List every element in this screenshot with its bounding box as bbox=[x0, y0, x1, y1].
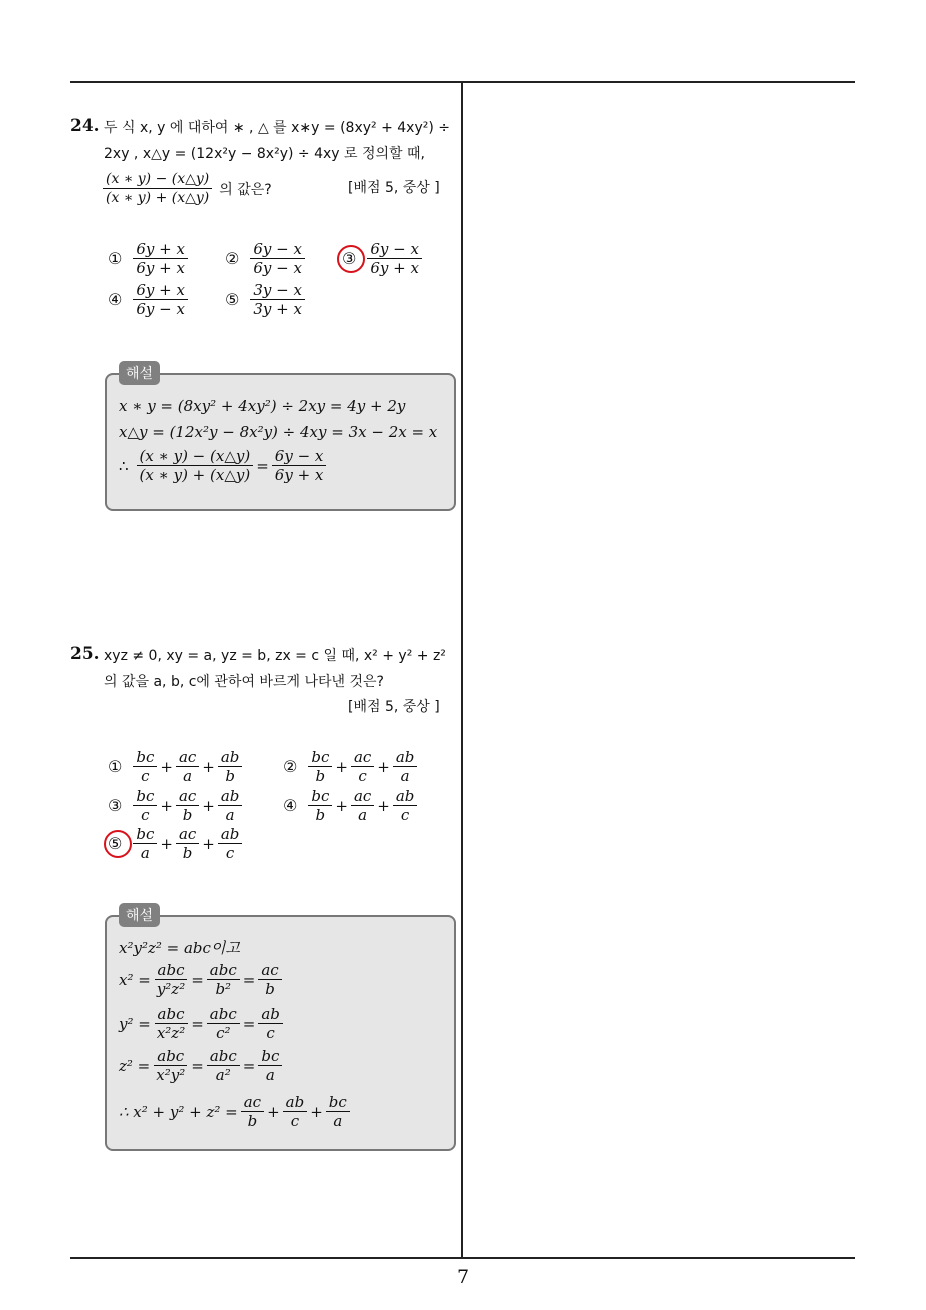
option-mark: ③ bbox=[342, 249, 357, 268]
question-expression bbox=[100, 170, 272, 207]
fraction-denominator: 6y + x bbox=[274, 466, 324, 484]
equals-sign: = bbox=[256, 456, 269, 475]
solution-final-line bbox=[119, 1093, 353, 1130]
question-ask: 의 값은? bbox=[219, 181, 272, 198]
option-mark: ⑤ bbox=[108, 834, 123, 853]
option-mark: ① bbox=[108, 249, 123, 268]
fraction-denominator: a bbox=[333, 1112, 343, 1130]
question-text-line2: 의 값을 a, b, c에 관하여 바르게 나타낸 것은? bbox=[104, 674, 384, 690]
fraction-denominator: x²y² bbox=[156, 1066, 186, 1084]
option-numerator: 6y − x bbox=[367, 240, 422, 259]
equation-lhs: y² = bbox=[119, 1014, 151, 1033]
option-4[interactable] bbox=[283, 787, 420, 824]
term-denominator: c bbox=[400, 806, 410, 824]
term-denominator: c bbox=[141, 806, 150, 824]
fraction-numerator: abc bbox=[155, 1005, 188, 1024]
plus-sign: + bbox=[202, 834, 215, 853]
option-mark: ① bbox=[108, 757, 123, 776]
term-numerator: bc bbox=[308, 748, 332, 767]
fraction-numerator: ac bbox=[258, 961, 281, 980]
option-1[interactable] bbox=[108, 240, 191, 277]
term-denominator: c bbox=[225, 844, 235, 862]
fraction-denominator: y²z² bbox=[156, 980, 186, 998]
question-text-line1: 두 식 x, y 에 대하여 ∗ , △ 를 x∗y = (8xy² + 4xy²) ÷ bbox=[104, 120, 450, 136]
equation-lhs: ∴ x² + y² + z² = bbox=[119, 1102, 238, 1121]
option-numerator: 6y + x bbox=[133, 240, 188, 259]
solution-line-3 bbox=[119, 447, 329, 484]
option-denominator: 3y + x bbox=[253, 300, 302, 318]
term-numerator: ab bbox=[218, 825, 243, 844]
column-divider bbox=[461, 83, 463, 1259]
term-denominator: a bbox=[358, 806, 368, 824]
plus-sign: + bbox=[202, 757, 215, 776]
solution-line-2: x△y = (12x²y − 8x²y) ÷ 4xy = 3x − 2x = x bbox=[119, 423, 438, 441]
plus-sign: + bbox=[267, 1102, 280, 1121]
option-denominator: 6y + x bbox=[136, 259, 185, 277]
question-text-line1: xyz ≠ 0, xy = a, yz = b, zx = c 일 때, x² + y² + z² bbox=[104, 648, 446, 664]
solution-line-1: x ∗ y = (8xy² + 4xy²) ÷ 2xy = 4y + 2y bbox=[119, 397, 406, 415]
option-numerator: 3y − x bbox=[250, 281, 305, 300]
plus-sign: + bbox=[310, 1102, 323, 1121]
solution-y2-line bbox=[119, 1005, 286, 1042]
plus-sign: + bbox=[160, 757, 173, 776]
term-numerator: bc bbox=[133, 748, 157, 767]
option-denominator: 6y − x bbox=[136, 300, 185, 318]
fraction-denominator: b bbox=[247, 1112, 258, 1130]
question-number: 25. bbox=[70, 644, 100, 664]
fraction-denominator: b bbox=[265, 980, 275, 998]
option-3[interactable] bbox=[108, 787, 245, 824]
term-numerator: ab bbox=[393, 748, 418, 767]
therefore-symbol: ∴ bbox=[119, 456, 129, 475]
option-2[interactable] bbox=[225, 240, 308, 277]
equals-sign: = bbox=[242, 970, 256, 989]
option-1[interactable] bbox=[108, 748, 245, 785]
term-denominator: c bbox=[141, 767, 150, 785]
question-text-line2: 2xy , x△y = (12x²y − 8x²y) ÷ 4xy 로 정의할 때, bbox=[104, 146, 425, 162]
option-4[interactable] bbox=[108, 281, 191, 318]
fraction-denominator: (x ∗ y) + (x△y) bbox=[106, 190, 210, 206]
term-denominator: b bbox=[315, 806, 326, 824]
term-denominator: a bbox=[140, 844, 150, 862]
term-denominator: b bbox=[182, 806, 193, 824]
fraction-denominator: a² bbox=[215, 1066, 231, 1084]
option-mark: ② bbox=[225, 249, 240, 268]
score-label: [배점 5, 중상 ] bbox=[348, 699, 440, 715]
option-5[interactable] bbox=[225, 281, 308, 318]
equation-lhs: x² = bbox=[119, 970, 151, 989]
answer-circle-mark bbox=[337, 245, 365, 273]
plus-sign: + bbox=[377, 757, 390, 776]
equals-sign: = bbox=[242, 1056, 256, 1075]
fraction-denominator: c bbox=[266, 1024, 275, 1042]
term-numerator: bc bbox=[308, 787, 332, 806]
option-numerator: 6y − x bbox=[250, 240, 305, 259]
fraction-denominator: x²z² bbox=[156, 1024, 186, 1042]
fraction-numerator: ab bbox=[258, 1005, 283, 1024]
fraction-denominator: c bbox=[290, 1112, 300, 1130]
option-mark: ③ bbox=[108, 796, 123, 815]
fraction-numerator: ac bbox=[241, 1093, 264, 1112]
fraction-numerator: (x ∗ y) − (x△y) bbox=[103, 170, 212, 189]
equals-sign: = bbox=[191, 1014, 204, 1033]
score-label: [배점 5, 중상 ] bbox=[348, 180, 440, 196]
term-numerator: ab bbox=[393, 787, 418, 806]
plus-sign: + bbox=[335, 796, 348, 815]
equation-lhs: z² = bbox=[119, 1056, 151, 1075]
bottom-rule bbox=[70, 1257, 855, 1259]
fraction-denominator: c² bbox=[216, 1024, 231, 1042]
equals-sign: = bbox=[191, 1056, 204, 1075]
fraction-numerator: abc bbox=[154, 1047, 187, 1066]
fraction-denominator: (x ∗ y) + (x△y) bbox=[139, 466, 251, 484]
answer-circle-mark bbox=[104, 830, 132, 858]
term-numerator: ac bbox=[351, 748, 374, 767]
fraction-numerator: abc bbox=[207, 1047, 240, 1066]
plus-sign: + bbox=[335, 757, 348, 776]
term-numerator: ac bbox=[176, 825, 199, 844]
fraction-numerator: abc bbox=[207, 1005, 240, 1024]
term-denominator: b bbox=[315, 767, 326, 785]
option-mark: ④ bbox=[108, 290, 123, 309]
term-numerator: ab bbox=[218, 748, 243, 767]
solution-line-1 bbox=[119, 937, 240, 958]
term-denominator: b bbox=[182, 844, 193, 862]
term-numerator: ac bbox=[351, 787, 374, 806]
option-numerator: 6y + x bbox=[133, 281, 188, 300]
fraction-denominator: b² bbox=[215, 980, 232, 998]
fraction-numerator: 6y − x bbox=[272, 447, 327, 466]
option-2[interactable] bbox=[283, 748, 420, 785]
term-denominator: a bbox=[183, 767, 193, 785]
option-mark: ⑤ bbox=[225, 290, 240, 309]
equals-sign: = bbox=[242, 1014, 256, 1033]
option-mark: ② bbox=[283, 757, 298, 776]
solution-box bbox=[105, 373, 456, 511]
term-denominator: a bbox=[225, 806, 235, 824]
fraction-numerator: (x ∗ y) − (x△y) bbox=[137, 447, 254, 466]
page-number: 7 bbox=[456, 1266, 470, 1288]
option-mark: ④ bbox=[283, 796, 298, 815]
plus-sign: + bbox=[160, 796, 173, 815]
term-numerator: ac bbox=[176, 787, 199, 806]
fraction-denominator: a bbox=[265, 1066, 275, 1084]
term-denominator: c bbox=[358, 767, 367, 785]
fraction-numerator: bc bbox=[326, 1093, 350, 1112]
solution-z2-line bbox=[119, 1047, 285, 1084]
option-denominator: 6y + x bbox=[370, 259, 419, 277]
term-numerator: ac bbox=[176, 748, 199, 767]
term-numerator: bc bbox=[133, 825, 157, 844]
plus-sign: + bbox=[160, 834, 173, 853]
fraction-numerator: abc bbox=[207, 961, 240, 980]
fraction-numerator: ab bbox=[283, 1093, 308, 1112]
equals-sign: = bbox=[191, 970, 204, 989]
solution-text: x²y²z² = abc이고 bbox=[119, 939, 240, 957]
fraction-numerator: abc bbox=[155, 961, 188, 980]
fraction-numerator: bc bbox=[258, 1047, 282, 1066]
solution-box bbox=[105, 915, 456, 1151]
solution-x2-line bbox=[119, 961, 285, 998]
term-denominator: b bbox=[225, 767, 235, 785]
term-numerator: ab bbox=[218, 787, 243, 806]
plus-sign: + bbox=[202, 796, 215, 815]
term-numerator: bc bbox=[133, 787, 157, 806]
plus-sign: + bbox=[377, 796, 390, 815]
solution-tag: 해설 bbox=[119, 361, 160, 385]
question-number: 24. bbox=[70, 116, 100, 136]
expression-fraction bbox=[103, 170, 212, 207]
option-denominator: 6y − x bbox=[253, 259, 302, 277]
term-denominator: a bbox=[400, 767, 410, 785]
solution-tag: 해설 bbox=[119, 903, 160, 927]
